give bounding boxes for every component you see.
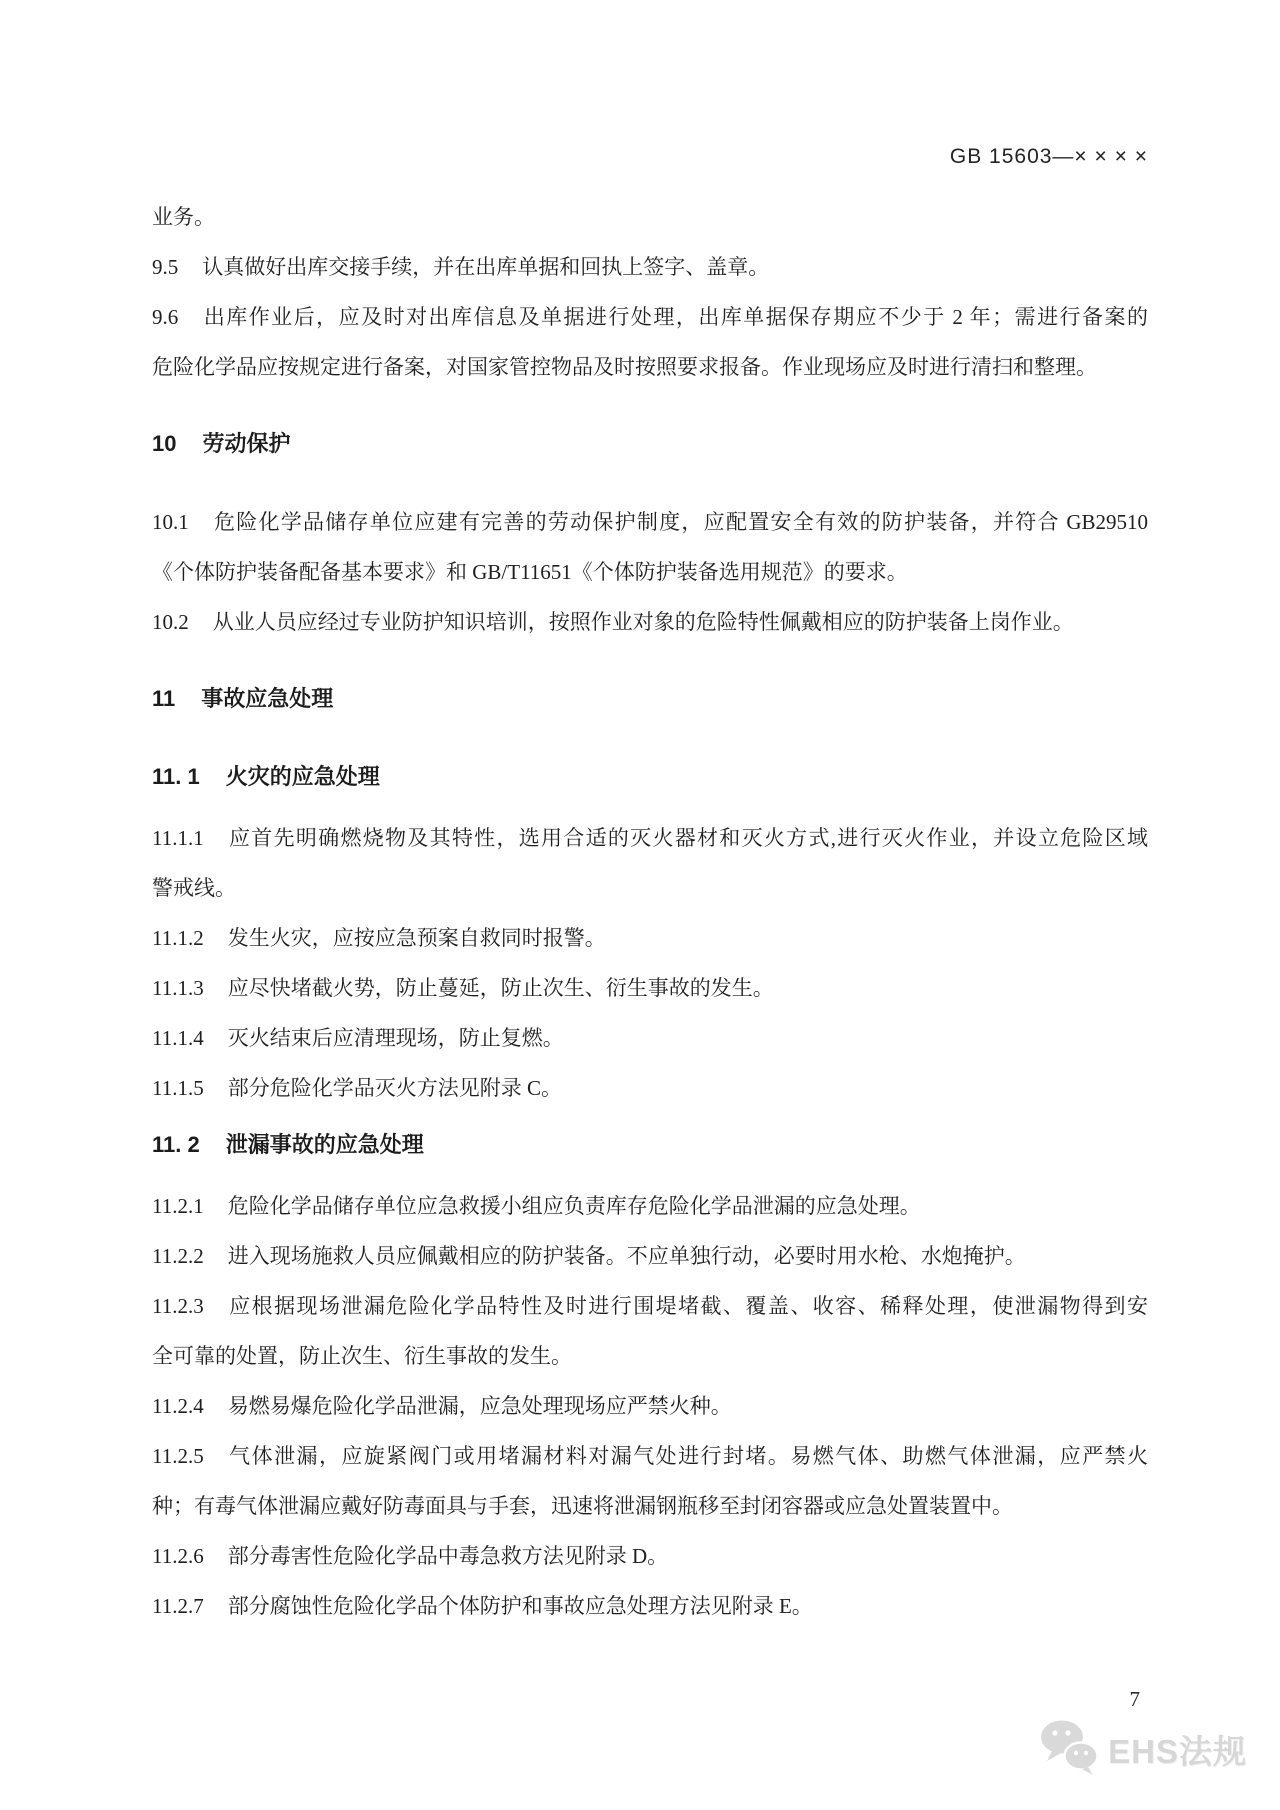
- section-heading: [152, 674, 1148, 724]
- paragraph-number: 11.1.1: [152, 826, 204, 850]
- subsection-heading: [152, 1120, 1148, 1170]
- paragraph-text: 应首先明确燃烧物及其特性，选用合适的灭火器材和灭火方式,进行灭火作业，并设立危险区域: [227, 826, 1148, 850]
- body-paragraph: [152, 1063, 1148, 1113]
- subsection-number: 11. 2: [152, 1132, 200, 1157]
- paragraph-number: 10.1: [152, 510, 189, 534]
- paragraph-number: 11.2.3: [152, 1294, 204, 1318]
- paragraph-number: 11.2.4: [152, 1394, 204, 1418]
- body-paragraph: [152, 1013, 1148, 1063]
- body-paragraph: [152, 913, 1148, 963]
- watermark: [1039, 1718, 1247, 1781]
- section-number: 11: [152, 686, 176, 711]
- body-paragraph: [152, 1231, 1148, 1281]
- paragraph-number: 11.2.1: [152, 1194, 204, 1218]
- paragraph-number: 10.2: [152, 610, 189, 634]
- paragraph-text: 危险化学品应按规定进行备案，对国家管控物品及时按照要求报备。作业现场应及时进行清扫和整理。: [152, 355, 1097, 379]
- paragraph-text: 灭火结束后应清理现场，防止复燃。: [227, 1026, 564, 1050]
- paragraph-text: 部分毒害性危险化学品中毒急救方法见附录 D。: [227, 1544, 669, 1568]
- watermark-text: EHS法规: [1108, 1733, 1247, 1770]
- paragraph-number: 11.1.5: [152, 1076, 204, 1100]
- body-paragraph: [152, 1581, 1148, 1631]
- body-paragraph: [152, 1531, 1148, 1581]
- body-paragraph: [152, 497, 1148, 597]
- subsection-title: 泄漏事故的应急处理: [225, 1132, 424, 1157]
- paragraph-text: 出库作业后，应及时对出库信息及单据进行处理，出库单据保存期应不少于 2 年；需进行备案的: [202, 305, 1148, 329]
- page-content: [152, 0, 1148, 1631]
- body-paragraph: [152, 1431, 1148, 1531]
- paragraph-text: 从业人员应经过专业防护知识培训，按照作业对象的危险特性佩戴相应的防护装备上岗作业。: [212, 610, 1074, 634]
- paragraph-text: 警戒线。: [152, 876, 236, 900]
- body-paragraph: [152, 1381, 1148, 1431]
- paragraph-text: 种；有毒气体泄漏应戴好防毒面具与手套，迅速将泄漏钢瓶移至封闭容器或应急处置装置中。: [152, 1494, 1013, 1518]
- section-title: 劳动保护: [202, 431, 291, 456]
- paragraph-text: 危险化学品储存单位应建有完善的劳动保护制度，应配置安全有效的防护装备，并符合 GB29510: [212, 510, 1148, 534]
- paragraph-text: 全可靠的处置，防止次生、衍生事故的发生。: [152, 1344, 572, 1368]
- paragraph-text: 气体泄漏，应旋紧阀门或用堵漏材料对漏气处进行封堵。易燃气体、助燃气体泄漏，应严禁火: [227, 1444, 1148, 1468]
- body-paragraph: [152, 963, 1148, 1013]
- body-paragraph: [152, 192, 1148, 242]
- section-title: 事故应急处理: [201, 686, 334, 711]
- body-paragraph: [152, 242, 1148, 292]
- wechat-icon: [1039, 1718, 1101, 1781]
- body-paragraph: [152, 292, 1148, 392]
- paragraph-number: 9.5: [152, 255, 179, 279]
- section-number: 10: [152, 431, 177, 456]
- paragraph-text: 应根据现场泄漏危险化学品特性及时进行围堤堵截、覆盖、收容、稀释处理，使泄漏物得到安: [227, 1294, 1148, 1318]
- paragraph-text: 认真做好出库交接手续，并在出库单据和回执上签字、盖章。: [202, 255, 770, 279]
- paragraph-text: 发生火灾，应按应急预案自救同时报警。: [227, 926, 606, 950]
- paragraph-text: 《个体防护装备配备基本要求》和 GB/T11651《个体防护装备选用规范》的要求。: [152, 560, 908, 584]
- paragraph-text: 危险化学品储存单位应急救援小组应负责库存危险化学品泄漏的应急处理。: [227, 1194, 921, 1218]
- paragraph-number: 11.1.3: [152, 976, 204, 1000]
- section-heading: [152, 419, 1148, 469]
- paragraph-number: 11.2.7: [152, 1594, 204, 1618]
- paragraph-text: 业务。: [152, 205, 215, 229]
- page-number: 7: [1129, 1687, 1140, 1711]
- body-paragraph: [152, 813, 1148, 913]
- paragraph-number: 11.2.5: [152, 1444, 204, 1468]
- paragraph-text: 应尽快堵截火势，防止蔓延，防止次生、衍生事故的发生。: [227, 976, 774, 1000]
- paragraph-number: 11.2.2: [152, 1244, 204, 1268]
- body-paragraph: [152, 597, 1148, 647]
- subsection-title: 火灾的应急处理: [225, 764, 380, 789]
- paragraph-text: 部分腐蚀性危险化学品个体防护和事故应急处理方法见附录 E。: [227, 1594, 813, 1618]
- body-paragraph: [152, 1181, 1148, 1231]
- paragraph-text: 易燃易爆危险化学品泄漏，应急处理现场应严禁火种。: [227, 1394, 732, 1418]
- subsection-heading: [152, 752, 1148, 802]
- paragraph-number: 9.6: [152, 305, 179, 329]
- standard-code-header: GB 15603—× × × ×: [949, 145, 1148, 168]
- paragraph-number: 11.1.2: [152, 926, 204, 950]
- paragraph-text: 进入现场施救人员应佩戴相应的防护装备。不应单独行动，必要时用水枪、水炮掩护。: [227, 1244, 1026, 1268]
- paragraph-text: 部分危险化学品灭火方法见附录 C。: [227, 1076, 562, 1100]
- paragraph-number: 11.1.4: [152, 1026, 204, 1050]
- subsection-number: 11. 1: [152, 764, 200, 789]
- paragraph-number: 11.2.6: [152, 1544, 204, 1568]
- body-paragraph: [152, 1281, 1148, 1381]
